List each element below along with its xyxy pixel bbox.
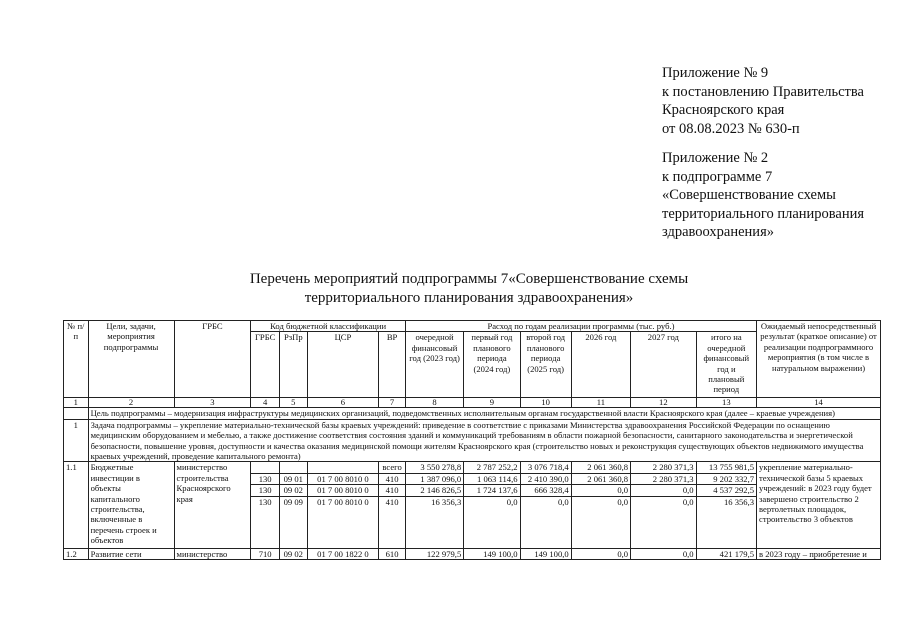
cell-2026: 0,0: [571, 548, 630, 559]
column-number: 3: [174, 398, 251, 408]
cell-2027: 2 280 371,3: [631, 462, 697, 473]
cell-total: 16 356,3: [696, 496, 756, 548]
cell-grbs: 710: [251, 548, 280, 559]
cell-2024: 1 063 114,6: [464, 473, 520, 484]
cell-vr: 610: [379, 548, 406, 559]
cell-total: 13 755 981,5: [696, 462, 756, 473]
appendix-2-line: территориального планирования: [662, 205, 865, 222]
cell-grbs: 130: [251, 485, 280, 496]
column-number: 9: [464, 398, 520, 408]
appendix-1-line: Красноярского края: [662, 102, 785, 118]
cell-2024: 1 724 137,6: [464, 485, 520, 496]
cell-csr: 01 7 00 8010 0: [307, 496, 379, 548]
cell-2025: 149 100,0: [520, 548, 571, 559]
cell-rzpr: 09 01: [279, 473, 307, 484]
appendix-1-line: Приложение № 9: [662, 65, 769, 81]
column-number: 8: [405, 398, 463, 408]
cell-2026: 2 061 360,8: [571, 473, 630, 484]
appendix-2-line: «Совершенствование схемы: [662, 187, 836, 203]
cell-2026: 0,0: [571, 496, 630, 548]
cell-rzpr: [279, 462, 307, 473]
cell-2025: 0,0: [520, 496, 571, 548]
header-goals: Цели, задачи, мероприятия подпрограммы: [88, 321, 174, 398]
header-expenses: Расход по годам реализации программы (тыс. руб.): [405, 321, 756, 332]
table-row: [64, 548, 881, 559]
goal-row: [64, 408, 881, 419]
title-line-1: Перечень мероприятий подпрограммы 7«Совершенствование схемы: [249, 271, 689, 287]
cell-total: 4 537 292,5: [696, 485, 756, 496]
header-grbs-code: ГРБС: [251, 332, 280, 398]
appendix-1-line: к постановлению Правительства: [662, 83, 864, 100]
goal-text: Цель подпрограммы – модернизация инфраструктуры медицинских организаций, подведомственных исполнительным органам государственной власти Красноярского края (далее – краевые учреждения): [88, 408, 880, 419]
cell-grbs: 130: [251, 473, 280, 484]
cell-2023: 2 146 826,5: [405, 485, 463, 496]
cell-grbs: 130: [251, 496, 280, 548]
item-2-grbs: министерство: [174, 548, 251, 559]
item-1-name: Бюджетные инвестиции в объекты капитального строительства, включенные в перечень строек и объектов: [88, 462, 174, 548]
header-csr: ЦСР: [307, 332, 379, 398]
cell-2023: 1 387 096,0: [405, 473, 463, 484]
cell-csr: [307, 462, 379, 473]
cell-csr: 01 7 00 8010 0: [307, 485, 379, 496]
column-number: 12: [631, 398, 697, 408]
task-text: Задача подпрограммы – укрепление материально-технической базы краевых учреждений: приведение в соответствие с приказами Министерства здравоохранения Российской Федерации по оснащению медицинским оборудованием и мебелью, а также достижение соответствия состояния зданий и коммуникаций требованиям в области пожарной безопасности, санитарного законодательства и энергетической безопасности, повышение уровня, доступности и качества оказания медицинской помощи жителям Красноярского края (строительство новых и реконструкция существующих объектов недвижимого имущества краевых учреждений, проведение капитального ремонта): [88, 419, 880, 462]
cell-2023: 16 356,3: [405, 496, 463, 548]
goal-row-no: [64, 408, 89, 419]
appendix-2-line: к подпрограмме 7: [662, 168, 773, 185]
column-number: 13: [696, 398, 756, 408]
header-vr: ВР: [379, 332, 406, 398]
cell-grbs: [251, 462, 280, 473]
item-2-no: 1.2: [64, 548, 89, 559]
header-row-1: [64, 321, 881, 332]
appendix-2-block: [662, 149, 864, 242]
appendix-1-block: [662, 64, 864, 138]
column-number: 10: [520, 398, 571, 408]
cell-2026: 2 061 360,8: [571, 462, 630, 473]
header-rzpr: РзПр: [279, 332, 307, 398]
task-row: [64, 419, 881, 462]
cell-2024: 0,0: [464, 496, 520, 548]
cell-2026: 0,0: [571, 485, 630, 496]
header-no: № п/п: [64, 321, 89, 398]
cell-2024: 2 787 252,2: [464, 462, 520, 473]
header-budget-code: Код бюджетной классификации: [251, 321, 406, 332]
header-2024: первый год планового периода (2024 год): [464, 332, 520, 398]
header-2023: очередной финансовый год (2023 год): [405, 332, 463, 398]
appendix-1-line: от 08.08.2023 № 630-п: [662, 120, 800, 137]
title-line-2: территориального планирования здравоохранения»: [304, 290, 634, 306]
cell-2023: 122 979,5: [405, 548, 463, 559]
column-number: 1: [64, 398, 89, 408]
cell-2027: 0,0: [631, 485, 697, 496]
cell-total: 9 202 332,7: [696, 473, 756, 484]
header-result: Ожидаемый непосредственный результат (краткое описание) от реализации подпрограммного мероприятия (в том числе в натуральном выражении): [757, 321, 881, 398]
item-1-no: 1.1: [64, 462, 89, 548]
column-number: 14: [757, 398, 881, 408]
appendix-2-line: Приложение № 2: [662, 150, 769, 166]
cell-total: 421 179,5: [696, 548, 756, 559]
column-number: 6: [307, 398, 379, 408]
cell-2023: 3 550 278,8: [405, 462, 463, 473]
activities-table: [63, 320, 881, 560]
cell-2025: 666 328,4: [520, 485, 571, 496]
header-2027: 2027 год: [631, 332, 697, 398]
cell-2027: 0,0: [631, 496, 697, 548]
cell-2027: 0,0: [631, 548, 697, 559]
task-no: 1: [64, 419, 89, 462]
column-number: 2: [88, 398, 174, 408]
header-2025: второй год планового периода (2025 год): [520, 332, 571, 398]
item-1-result: укрепление материально-технической базы 5 краевых учреждений: в 2023 году будет завершено строительство 2 вертолетных площадок, строительство 3 объектов: [757, 462, 881, 548]
header-total: итого на очередной финансовый год и плановый период: [696, 332, 756, 398]
column-number: 11: [571, 398, 630, 408]
item-1-grbs: министерство строительства Красноярского края: [174, 462, 251, 548]
cell-csr: 01 7 00 1822 0: [307, 548, 379, 559]
item-2-result: в 2023 году – приобретение и: [757, 548, 881, 559]
column-number: 5: [279, 398, 307, 408]
column-number: 4: [251, 398, 280, 408]
cell-vr: всего: [379, 462, 406, 473]
cell-vr: 410: [379, 485, 406, 496]
cell-2027: 2 280 371,3: [631, 473, 697, 484]
item-2-name: Развитие сети: [88, 548, 174, 559]
header-grbs: ГРБС: [174, 321, 251, 398]
column-number: 7: [379, 398, 406, 408]
cell-rzpr: 09 02: [279, 548, 307, 559]
cell-2024: 149 100,0: [464, 548, 520, 559]
table-row: [64, 462, 881, 473]
cell-rzpr: 09 09: [279, 496, 307, 548]
cell-2025: 2 410 390,0: [520, 473, 571, 484]
appendix-2-line: здравоохранения»: [662, 224, 774, 240]
cell-vr: 410: [379, 473, 406, 484]
document-title: [0, 270, 918, 308]
cell-csr: 01 7 00 8010 0: [307, 473, 379, 484]
column-number-row: [64, 398, 881, 408]
cell-rzpr: 09 02: [279, 485, 307, 496]
cell-vr: 410: [379, 496, 406, 548]
cell-2025: 3 076 718,4: [520, 462, 571, 473]
header-2026: 2026 год: [571, 332, 630, 398]
